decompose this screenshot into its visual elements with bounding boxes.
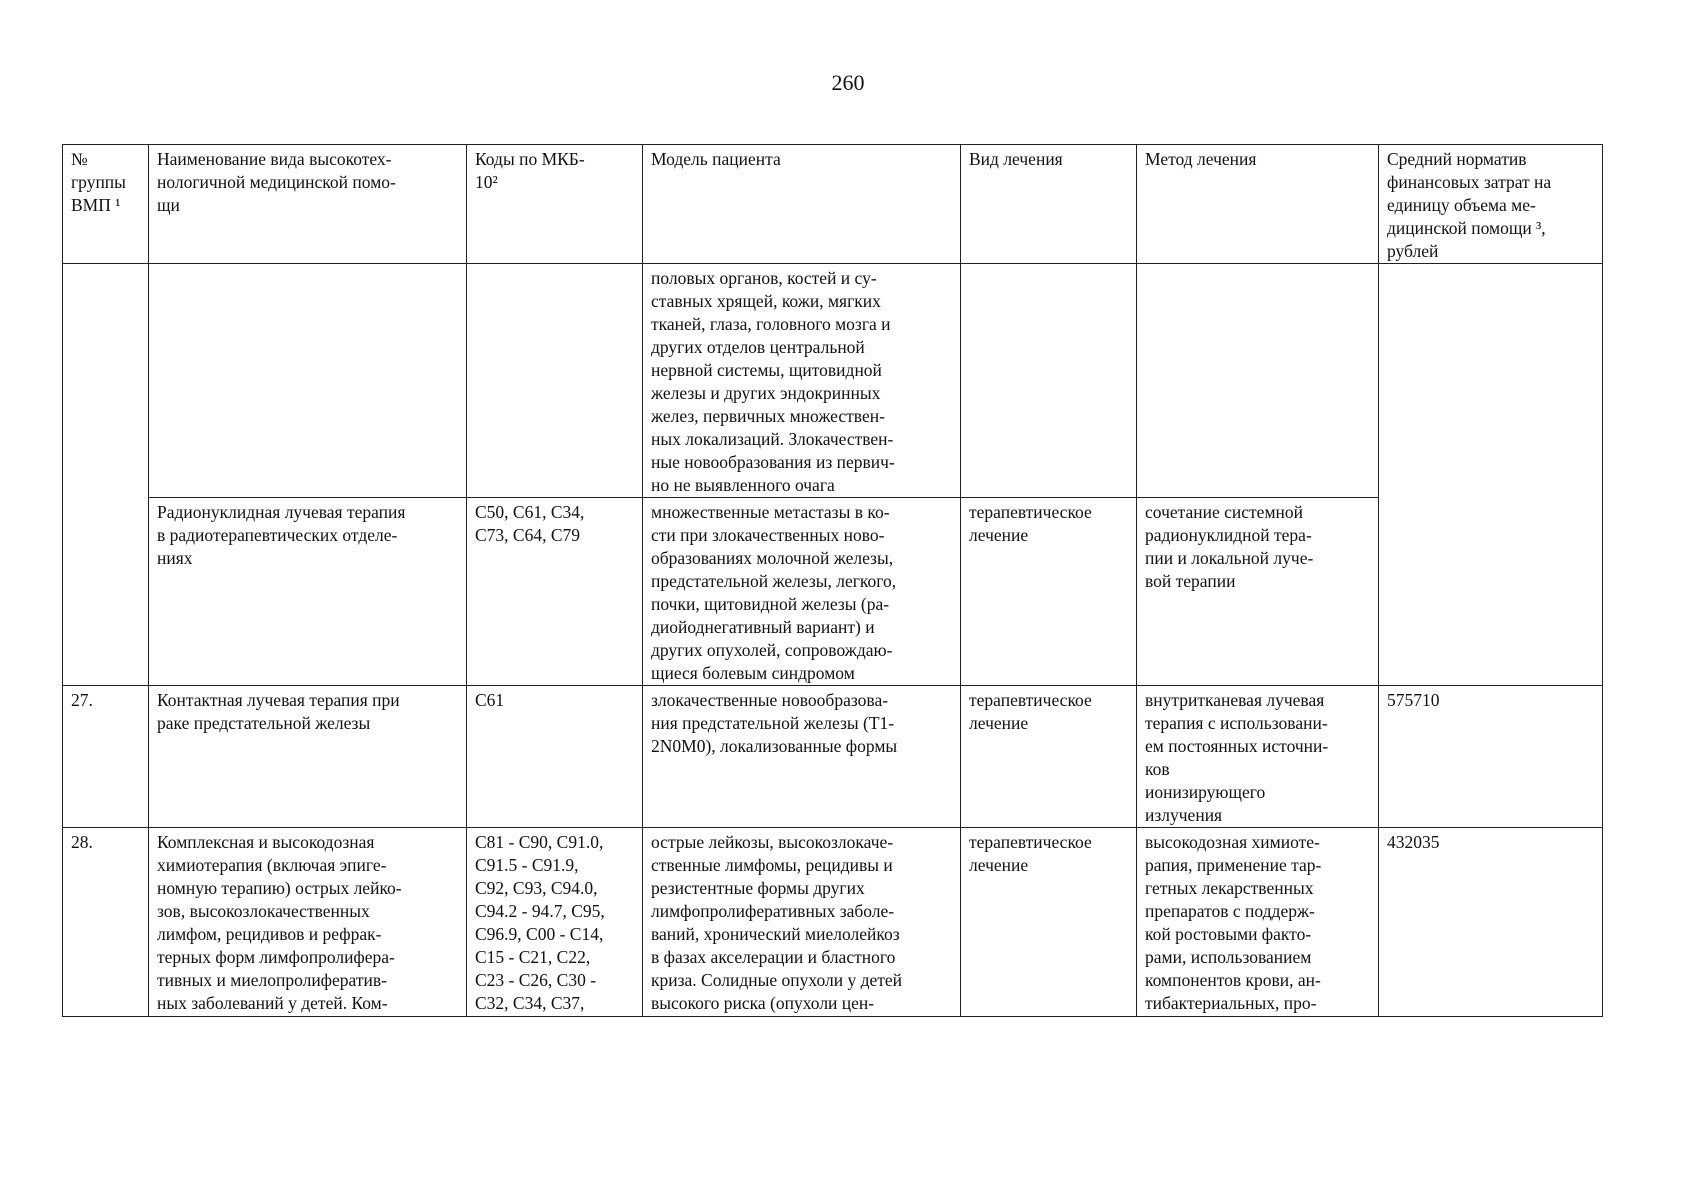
care-type-cell: Контактная лучевая терапия при раке предстательной железы — [149, 686, 467, 828]
table-row — [63, 828, 1603, 1017]
table-row — [63, 264, 1603, 498]
care-type-cell: Радионуклидная лучевая терапия в радиотерапевтических отделе- ниях — [149, 498, 467, 686]
header-icd-codes: Коды по МКБ- 10² — [467, 145, 643, 264]
treatment-method-cell: высокодозная химиоте- рапия, применение тар- гетных лекарственных препаратов с поддерж- кой ростовыми факто- рами, использованием компонентов крови, ан- тибактериальных, про- — [1137, 828, 1379, 1017]
table-row — [63, 686, 1603, 828]
icd-codes-cell: C50, C61, C34, C73, C64, C79 — [467, 498, 643, 686]
vmp-table — [62, 144, 1603, 1017]
patient-model-cell: острые лейкозы, высокозлокаче- ственные лимфомы, рецидивы и резистентные формы других лимфопролиферативных заболе- ваний, хронический миелолейкоз в фазах акселерации и бластного криза. Солидные опухоли у детей высокого риска (опухоли цен- — [643, 828, 961, 1017]
header-patient-model: Модель пациента — [643, 145, 961, 264]
treatment-type-cell — [961, 264, 1137, 498]
group-number-cell: 27. — [63, 686, 149, 828]
icd-codes-cell: C81 - C90, C91.0, C91.5 - C91.9, C92, C93, C94.0, C94.2 - 94.7, C95, C96.9, C00 - C14, C15 - C21, C22, C23 - C26, C30 - C32, C34, C37, — [467, 828, 643, 1017]
icd-codes-cell — [467, 264, 643, 498]
treatment-method-cell: внутритканевая лучевая терапия с использовани- ем постоянных источни- ков ионизирующего излучения — [1137, 686, 1379, 828]
table-header-row — [63, 145, 1603, 264]
page-number: 260 — [831, 70, 865, 95]
group-number-cell: 28. — [63, 828, 149, 1017]
table-row — [63, 498, 1603, 686]
group-number-cell — [63, 264, 149, 686]
treatment-type-cell: терапевтическое лечение — [961, 686, 1137, 828]
patient-model-cell: множественные метастазы в ко- сти при злокачественных ново- образованиях молочной железы, предстательной железы, легкого, почки, щитовидной железы (ра- диойоднегативный вариант) и других опухолей, сопровождаю- щиеся болевым синдромом — [643, 498, 961, 686]
care-type-cell — [149, 264, 467, 498]
cost-cell: 432035 — [1379, 828, 1603, 1017]
treatment-type-cell: терапевтическое лечение — [961, 498, 1137, 686]
icd-codes-cell: C61 — [467, 686, 643, 828]
header-treatment-type: Вид лечения — [961, 145, 1137, 264]
header-treatment-method: Метод лечения — [1137, 145, 1379, 264]
treatment-method-cell: сочетание системной радионуклидной тера- пии и локальной луче- вой терапии — [1137, 498, 1379, 686]
treatment-type-cell: терапевтическое лечение — [961, 828, 1137, 1017]
header-group-number: № группы ВМП ¹ — [63, 145, 149, 264]
header-cost-standard: Средний норматив финансовых затрат на единицу объема ме- дицинской помощи ³, рублей — [1379, 145, 1603, 264]
care-type-cell: Комплексная и высокодозная химиотерапия (включая эпиге- номную терапию) острых лейко- зов, высокозлокачественных лимфом, рецидивов и рефрак- терных форм лимфопролифера- тивных и миелопролифератив- ных заболеваний у детей. Ком- — [149, 828, 467, 1017]
cost-cell — [1379, 264, 1603, 686]
treatment-method-cell — [1137, 264, 1379, 498]
patient-model-cell: половых органов, костей и су- ставных хрящей, кожи, мягких тканей, глаза, головного мозга и других отделов центральной нервной системы, щитовидной железы и других эндокринных желез, первичных множествен- ных локализаций. Злокачествен- ные новообразования из первич- но не выявленного очага — [643, 264, 961, 498]
patient-model-cell: злокачественные новообразова- ния предстательной железы (T1- 2N0M0), локализованные формы — [643, 686, 961, 828]
cost-cell: 575710 — [1379, 686, 1603, 828]
header-care-type: Наименование вида высокотех- нологичной медицинской помо- щи — [149, 145, 467, 264]
